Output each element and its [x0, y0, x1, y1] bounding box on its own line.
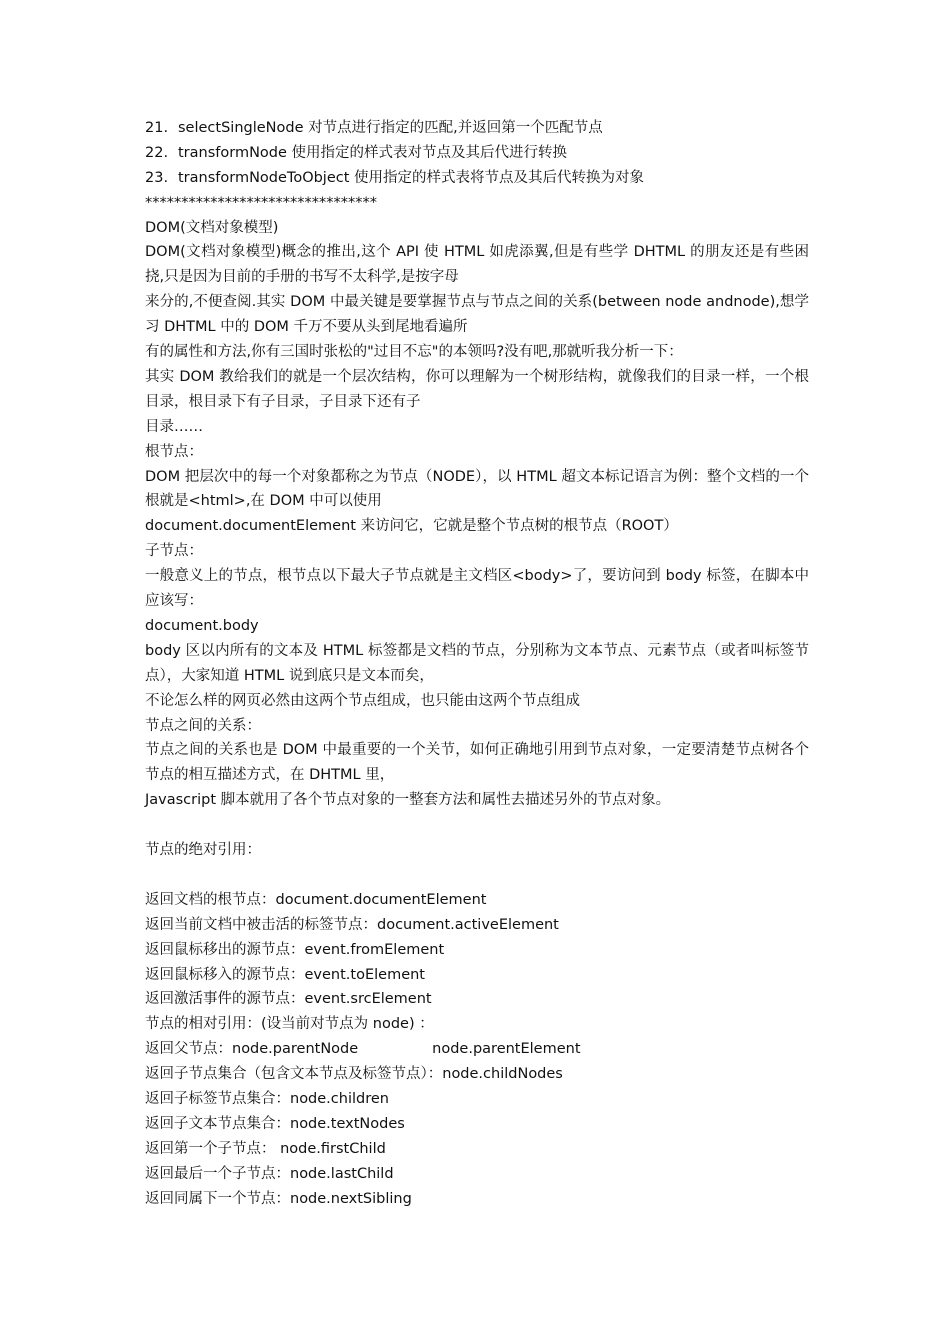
absolute-ref-item: 返回文档的根节点：document.documentElement [145, 891, 487, 908]
relative-ref-item-parent [145, 1037, 809, 1062]
intro-paragraph-4: 其实 DOM 教给我们的就是一个层次结构，你可以理解为一个树形结构，就像我们的目录一样，一个根目录，根目录下有子目录，子目录下还有子 [145, 368, 809, 410]
root-node-heading: 根节点： [145, 443, 203, 460]
relative-reference-heading: 节点的相对引用：(设当前对节点为 node) ： [145, 1016, 434, 1033]
separator-line: ******************************** [145, 194, 377, 211]
item-number: 23. [145, 169, 169, 186]
method-item-22 [145, 141, 809, 166]
intro-paragraph-3: 有的属性和方法,你有三国时张松的"过目不忘"的本领吗?没有吧,那就听我分析一下： [145, 344, 683, 361]
item-text: transformNodeToObject 使用指定的样式表将节点及其后代转换为对象 [178, 169, 645, 186]
section-heading-dom: DOM(文档对象模型) [145, 219, 279, 236]
intro-paragraph-1: DOM(文档对象模型)概念的推出,这个 API 使 HTML 如虎添翼,但是有些学 DHTML 的朋友还是有些困挠,只是因为目前的手册的书写不太科学,是按字母 [145, 244, 809, 286]
item-number: 21. [145, 120, 169, 136]
root-paragraph-1: DOM 把层次中的每一个对象都称之为节点（NODE），以 HTML 超文本标记语言为例：整个文档的一个根就是<html>,在 DOM 中可以使用 [145, 468, 809, 510]
parent-element-label: node.parentElement [432, 1041, 581, 1058]
blank-line [145, 863, 809, 888]
root-paragraph-2: document.documentElement 来访问它，它就是整个节点树的根节点（ROOT） [145, 518, 678, 535]
item-text: selectSingleNode 对节点进行指定的匹配,并返回第一个匹配节点 [178, 120, 603, 136]
relative-ref-item: 返回子文本节点集合：node.textNodes [145, 1115, 405, 1132]
absolute-ref-item: 返回鼠标移出的源节点：event.fromElement [145, 941, 445, 958]
child-paragraph-2: document.body [145, 617, 259, 634]
absolute-ref-item: 返回鼠标移入的源节点：event.toElement [145, 966, 425, 983]
relative-ref-item: 返回子节点集合（包含文本节点及标签节点）：node.childNodes [145, 1066, 563, 1083]
child-paragraph-3: body 区以内所有的文本及 HTML 标签都是文档的节点，分别称为文本节点、元素节点（或者叫标签节点），大家知道 HTML 说到底只是文本而矣， [145, 642, 809, 684]
parent-node-label: 返回父节点：node.parentNode [145, 1041, 359, 1058]
relative-ref-item: 返回最后一个子节点：node.lastChild [145, 1165, 394, 1182]
method-item-21 [145, 116, 809, 141]
absolute-ref-item: 返回激活事件的源节点：event.srcElement [145, 991, 432, 1008]
item-number: 22. [145, 144, 169, 161]
absolute-reference-heading: 节点的绝对引用： [145, 842, 261, 859]
method-item-23 [145, 166, 809, 191]
relative-ref-item: 返回同属下一个节点：node.nextSibling [145, 1190, 412, 1207]
child-paragraph-1: 一般意义上的节点，根节点以下最大子节点就是主文档区<body>了，要访问到 body 标签，在脚本中应该写： [145, 568, 809, 610]
relation-paragraph-1: 节点之间的关系也是 DOM 中最重要的一个关节，如何正确地引用到节点对象，一定要清楚节点树各个节点的相互描述方式，在 DHTML 里， [145, 742, 809, 784]
blank-line [145, 813, 809, 838]
child-node-heading: 子节点： [145, 543, 203, 560]
child-paragraph-4: 不论怎么样的网页必然由这两个节点组成，也只能由这两个节点组成 [145, 692, 580, 709]
item-text: transformNode 使用指定的样式表对节点及其后代进行转换 [178, 144, 568, 161]
document-page [145, 116, 809, 1211]
relative-ref-item: 返回第一个子节点： node.firstChild [145, 1140, 386, 1157]
intro-paragraph-5: 目录…… [145, 418, 203, 435]
absolute-ref-item: 返回当前文档中被击活的标签节点：document.activeElement [145, 916, 559, 933]
relation-paragraph-2: Javascript 脚本就用了各个节点对象的一整套方法和属性去描述另外的节点对象。 [145, 792, 671, 809]
relation-heading: 节点之间的关系： [145, 717, 261, 734]
relative-ref-item: 返回子标签节点集合：node.children [145, 1090, 389, 1107]
intro-paragraph-2: 来分的,不便查阅.其实 DOM 中最关键是要掌握节点与节点之间的关系(between node andnode),想学习 DHTML 中的 DOM 千万不要从头到尾地看遍所 [145, 294, 809, 336]
